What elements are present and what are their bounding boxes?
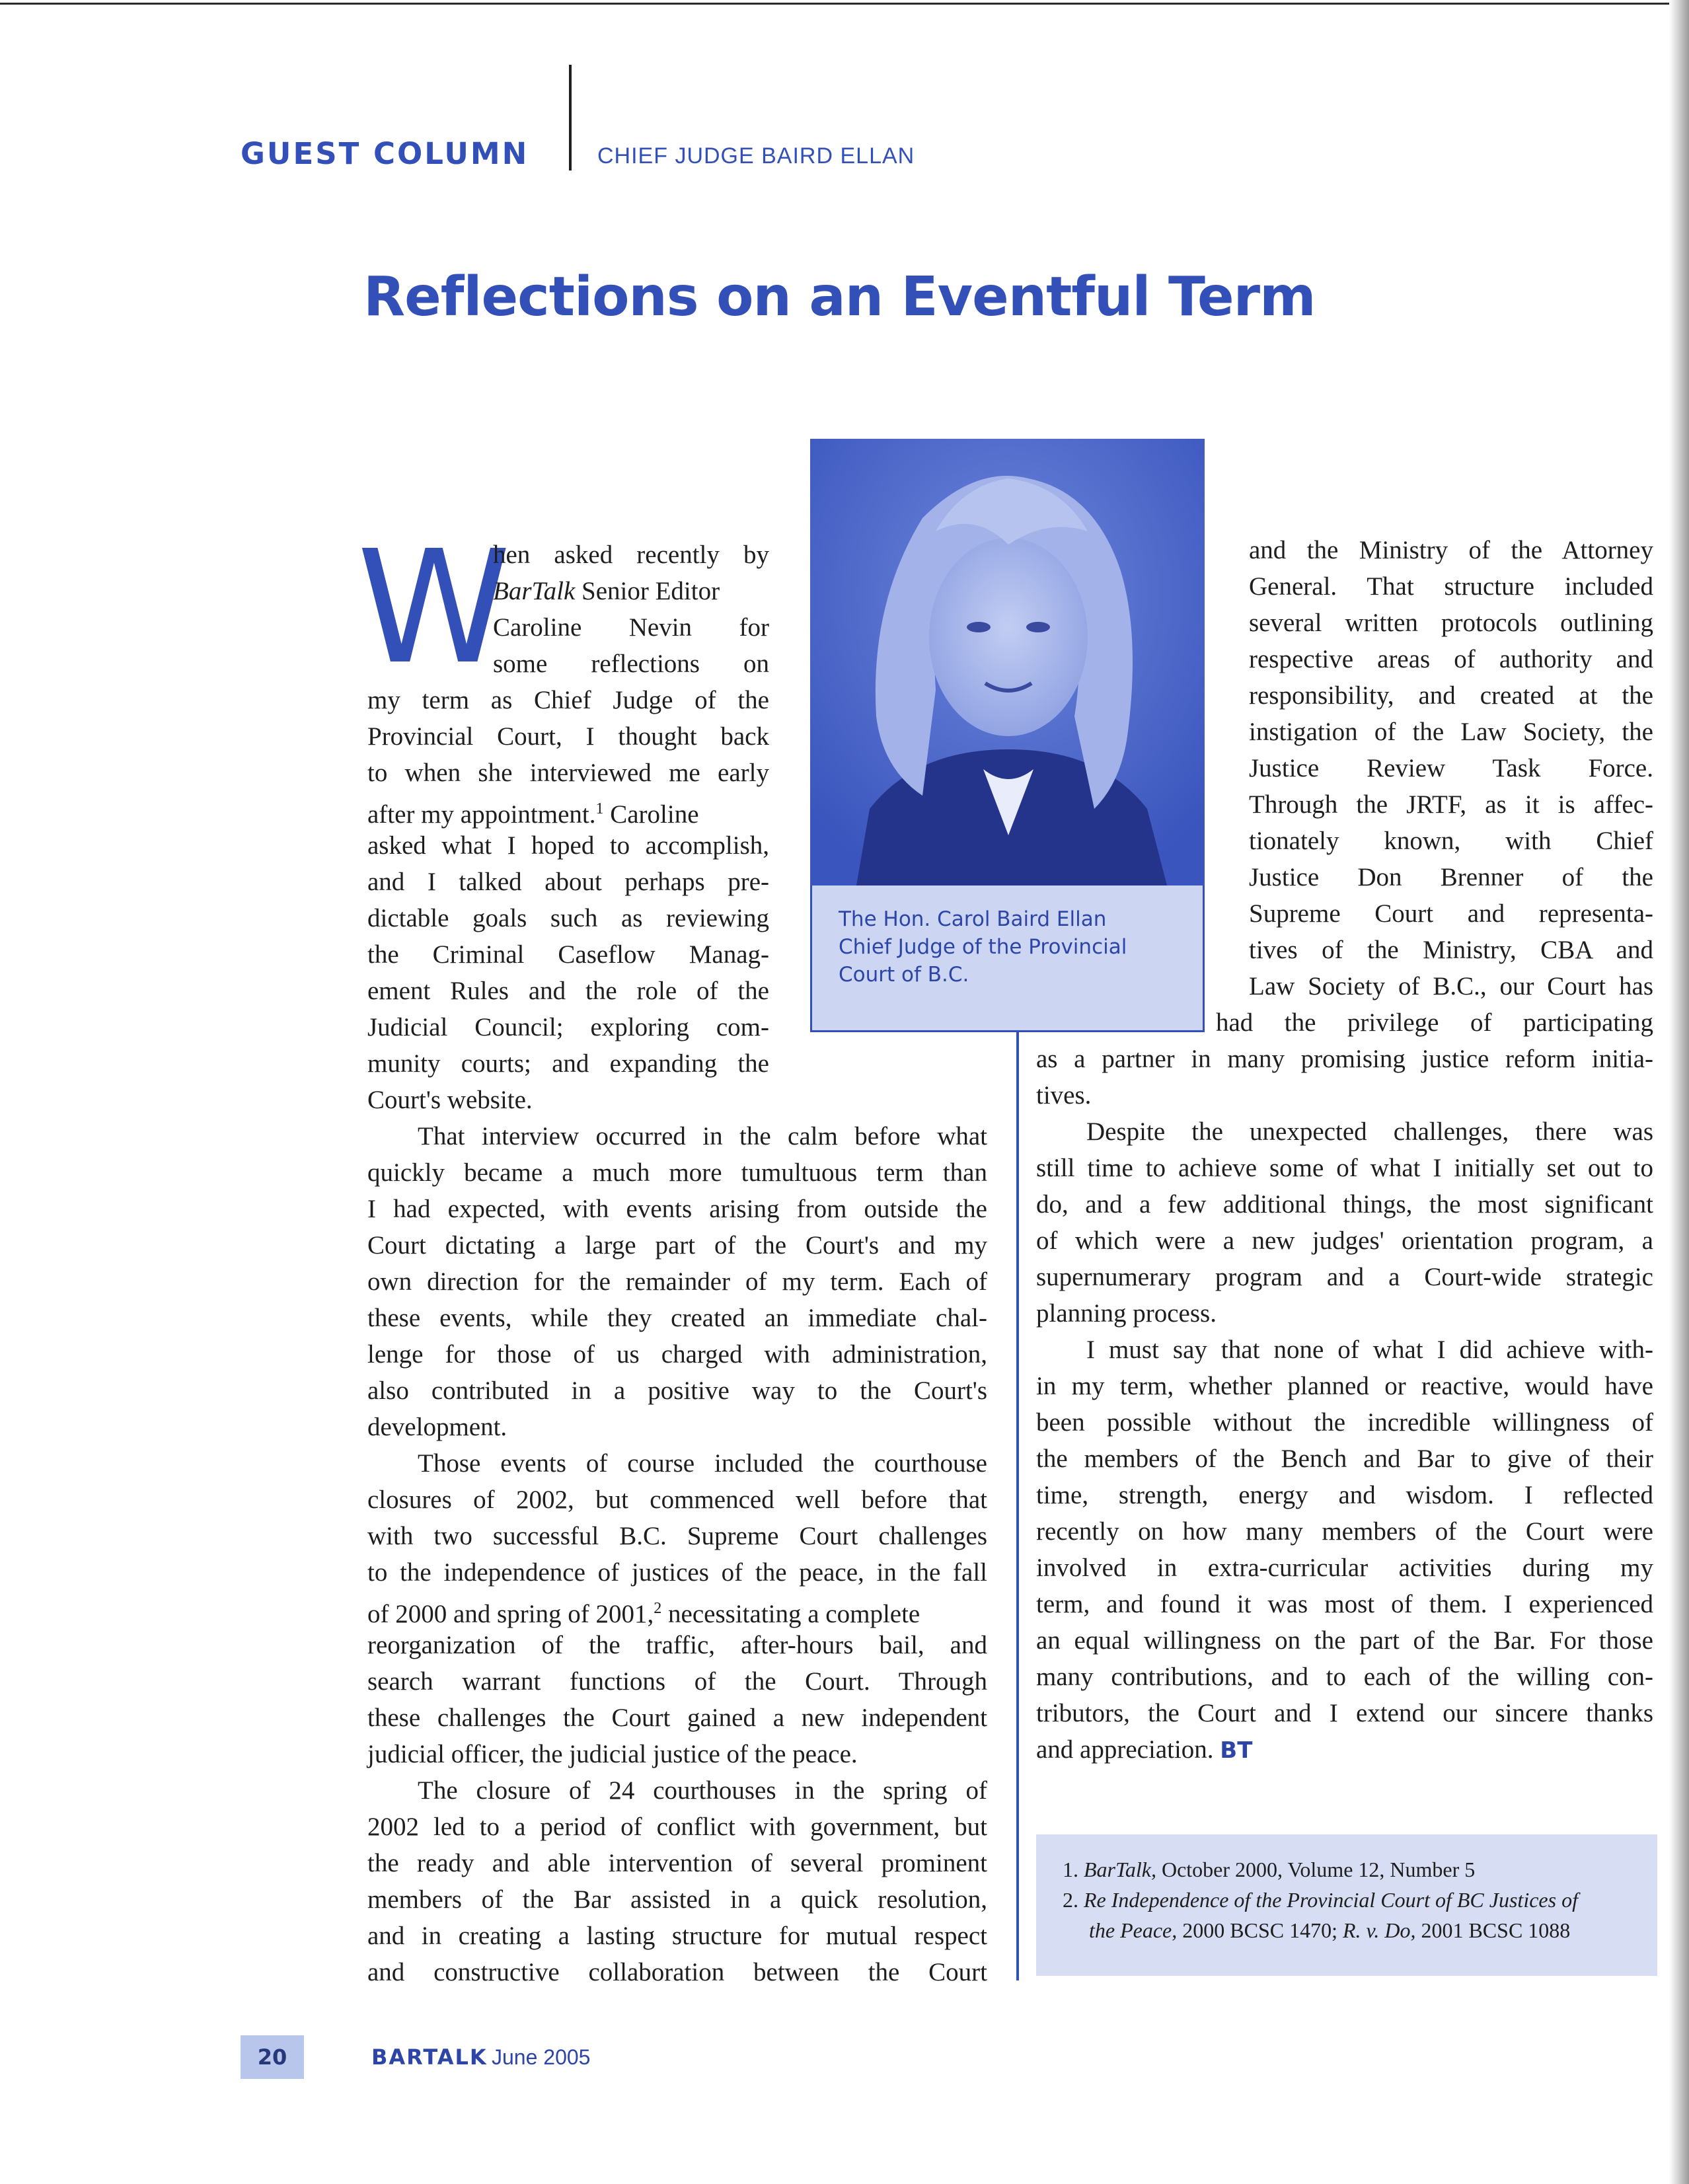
text-line: dictable goals such as reviewing — [367, 904, 769, 932]
text-line: Judicial Council; exploring com- — [367, 1013, 769, 1041]
text-line: do, and a few additional things, the most significant — [1036, 1190, 1653, 1219]
text-line: planning process. — [1036, 1299, 1217, 1328]
page-number: 20 — [257, 2045, 287, 2070]
footnote-ref: 2 — [654, 1600, 662, 1617]
header-divider — [569, 65, 572, 170]
text-line: my term as Chief Judge of the — [367, 686, 769, 714]
text-line: to when she interviewed me early — [367, 759, 769, 787]
text-line: ement Rules and the role of the — [367, 977, 769, 1005]
text-line: in my term, whether planned or reactive, would have — [1036, 1372, 1653, 1400]
text-line: these challenges the Court gained a new independent — [367, 1704, 987, 1732]
text-line: recently on how many members of the Court were — [1036, 1517, 1653, 1546]
magazine-name: BarTalk — [493, 577, 576, 605]
column-rule — [1016, 1032, 1019, 1980]
text-line: 2002 led to a period of conflict with government, but — [367, 1813, 987, 1841]
footnote-continuation — [1089, 1915, 1570, 1945]
text-line: and the Ministry of the Attorney — [1249, 536, 1653, 564]
text-line: the Criminal Caseflow Manag- — [367, 940, 769, 969]
text-fragment: after my appointment. — [367, 800, 596, 829]
text-line: Caroline Nevin for — [493, 613, 769, 642]
text-line: asked what I hoped to accomplish, — [367, 831, 769, 860]
text-line: Those events of course included the courthouse — [418, 1449, 987, 1478]
text-line: tributors, the Court and I extend our sincere thanks — [1036, 1699, 1653, 1727]
text-line: Through the JRTF, as it is affec- — [1249, 790, 1653, 819]
text-line: had the privilege of participating — [1216, 1008, 1653, 1037]
text-line — [367, 1591, 987, 1632]
end-mark: BT — [1220, 1737, 1253, 1764]
text-line: an equal willingness on the part of the Bar. For those — [1036, 1626, 1653, 1655]
scan-edge-line — [0, 3, 1689, 5]
text-line: term, and found it was most of them. I experienced — [1036, 1590, 1653, 1618]
footer-issue: June 2005 — [492, 2045, 591, 2069]
text-line: The closure of 24 courthouses in the spring of — [418, 1776, 987, 1805]
text-line — [1036, 1731, 1252, 1769]
text-line: respective areas of authority and — [1249, 645, 1653, 673]
text-fragment: necessitating a complete — [668, 1600, 920, 1628]
text-line: instigation of the Law Society, the — [1249, 718, 1653, 746]
text-line: still time to achieve some of what I initially set out to — [1036, 1154, 1653, 1182]
text-line: Justice Review Task Force. — [1249, 754, 1653, 782]
text-line: quickly became a much more tumultuous term than — [367, 1158, 987, 1187]
text-fragment: of 2000 and spring of 2001, — [367, 1600, 654, 1628]
text-line: hen asked recently by — [493, 541, 769, 569]
text-line: Supreme Court and representa- — [1249, 899, 1653, 928]
text-line: time, strength, energy and wisdom. I reflected — [1036, 1481, 1653, 1509]
text-line: Court's website. — [367, 1086, 533, 1114]
scan-page-edge — [1669, 0, 1689, 2184]
text-line: Court dictating a large part of the Court's and my — [367, 1231, 987, 1260]
footnote — [1063, 1854, 1475, 1885]
footnotes-box — [1036, 1834, 1657, 1976]
text-line: reorganization of the traffic, after-hours bail, and — [367, 1631, 987, 1659]
text-line: also contributed in a positive way to the Court's — [367, 1376, 987, 1405]
portrait-illustration — [810, 439, 1205, 885]
text-line: judicial officer, the judicial justice of the peace. — [367, 1740, 858, 1768]
text-line: I must say that none of what I did achieve with- — [1086, 1336, 1653, 1364]
column-author: CHIEF JUDGE BAIRD ELLAN — [597, 143, 915, 169]
text-line: tives. — [1036, 1081, 1092, 1110]
photo-caption — [810, 885, 1205, 1032]
footnote-ref: 1 — [595, 800, 604, 817]
text-line: with two successful B.C. Supreme Court challenges — [367, 1522, 987, 1550]
text-line: been possible without the incredible willingness of — [1036, 1408, 1653, 1437]
text-line: Justice Don Brenner of the — [1249, 863, 1653, 891]
footnote-italic: R. v. Do, — [1342, 1918, 1416, 1942]
author-photo — [810, 439, 1205, 885]
text-line: the members of the Bench and Bar to give of their — [1036, 1445, 1653, 1473]
article-title: Reflections on an Eventful Term — [363, 266, 1316, 328]
text-line: closures of 2002, but commenced well before that — [367, 1486, 987, 1514]
text-line: munity courts; and expanding the — [367, 1049, 769, 1078]
text-line: tives of the Ministry, CBA and — [1249, 936, 1653, 964]
footnote-text: October 2000, Volume 12, Number 5 — [1156, 1858, 1476, 1881]
text-line: lenge for those of us charged with administration, — [367, 1340, 987, 1369]
text-fragment: Senior Editor — [582, 577, 720, 605]
text-line: I had expected, with events arising from outside the — [367, 1195, 987, 1223]
text-line: some reflections on — [493, 650, 769, 678]
footnote-italic: the Peace, — [1089, 1918, 1178, 1942]
text-line: to the independence of justices of the peace, in the fall — [367, 1558, 987, 1587]
text-line: of which were a new judges' orientation program, a — [1036, 1226, 1653, 1255]
footnote-number: 2. — [1063, 1888, 1078, 1912]
footer-magazine: BARTALK — [371, 2045, 488, 2070]
footnote-text: 2001 BCSC 1088 — [1415, 1918, 1571, 1942]
text-line — [493, 573, 769, 609]
caption-line: Chief Judge of the Provincial — [839, 935, 1127, 959]
text-line: Provincial Court, I thought back — [367, 722, 769, 751]
text-line: these events, while they created an immediate chal- — [367, 1304, 987, 1332]
caption-line: The Hon. Carol Baird Ellan — [839, 907, 1107, 931]
text-line: the ready and able intervention of several prominent — [367, 1849, 987, 1877]
footnote — [1063, 1885, 1578, 1915]
text-line: and in creating a lasting structure for mutual respect — [367, 1922, 987, 1950]
text-line: and I talked about perhaps pre- — [367, 868, 769, 896]
text-line — [367, 791, 699, 833]
footnote-number: 1. — [1063, 1858, 1078, 1881]
text-line: Despite the unexpected challenges, there was — [1086, 1117, 1653, 1146]
footnote-italic: Re Independence of the Provincial Court of BC Justices of — [1084, 1888, 1578, 1912]
text-line: That interview occurred in the calm before what — [418, 1122, 987, 1150]
footnote-text: 2000 BCSC 1470; — [1177, 1918, 1343, 1942]
text-line: General. That structure included — [1249, 572, 1653, 601]
text-line: development. — [367, 1413, 507, 1441]
text-line: supernumerary program and a Court-wide strategic — [1036, 1263, 1653, 1291]
text-line: several written protocols outlining — [1249, 609, 1653, 637]
text-line: responsibility, and created at the — [1249, 681, 1653, 710]
text-line: members of the Bar assisted in a quick resolution, — [367, 1885, 987, 1914]
caption-line: Court of B.C. — [839, 963, 969, 987]
text-fragment: and appreciation. — [1036, 1735, 1214, 1764]
text-line: involved in extra-curricular activities during my — [1036, 1554, 1653, 1582]
text-line: Law Society of B.C., our Court has — [1249, 972, 1653, 1000]
text-line: as a partner in many promising justice reform initia- — [1036, 1045, 1653, 1073]
text-line: search warrant functions of the Court. Through — [367, 1667, 987, 1696]
footnote-italic: BarTalk, — [1084, 1858, 1156, 1881]
text-line: many contributions, and to each of the willing con- — [1036, 1663, 1653, 1691]
text-fragment: Caroline — [610, 800, 699, 829]
text-line: and constructive collaboration between the Court — [367, 1958, 987, 1986]
text-line: own direction for the remainder of my term. Each of — [367, 1267, 987, 1296]
drop-cap: W — [357, 517, 511, 698]
text-line: tionately known, with Chief — [1249, 827, 1653, 855]
section-label: GUEST COLUMN — [241, 136, 529, 171]
